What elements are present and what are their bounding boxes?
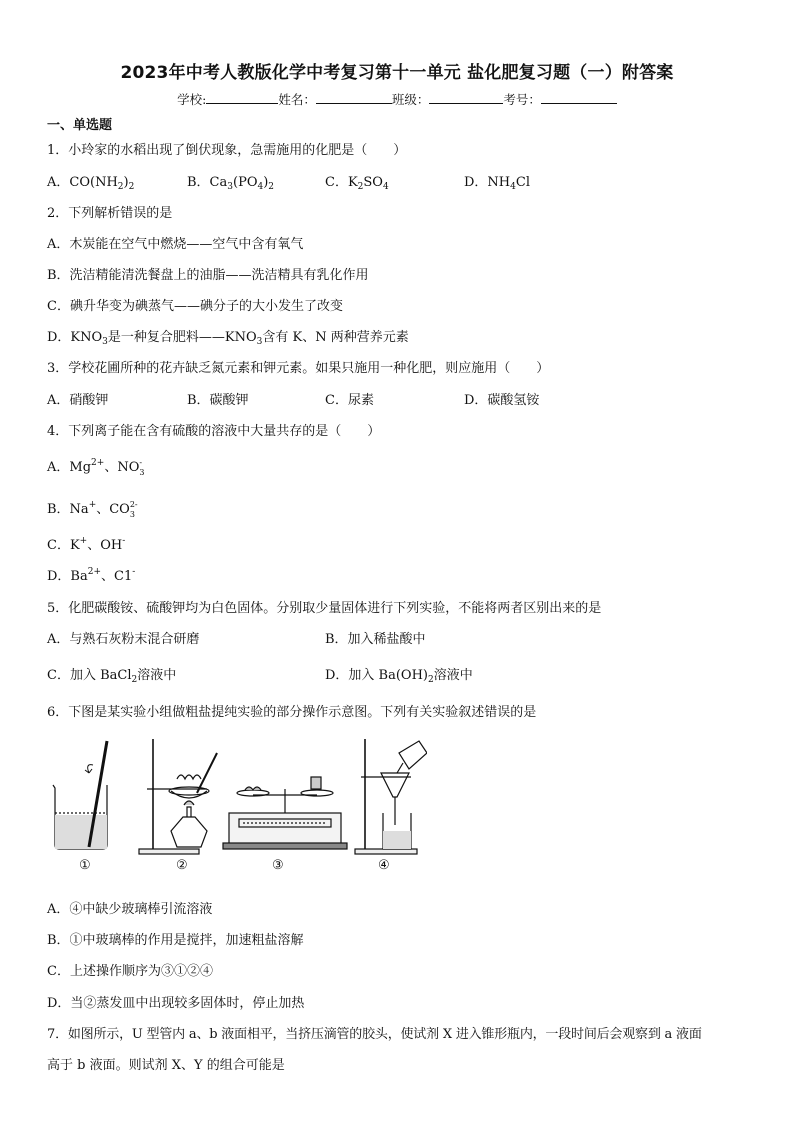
q6-option-c[interactable]: C．上述操作顺序为③①②④ [47, 964, 213, 979]
q4-option-d[interactable]: D．$Ba^{2+}$、C1- [47, 567, 136, 584]
q4-option-a[interactable]: A．$Mg^{2+}$、NO - 3 [47, 457, 145, 477]
q5-option-d[interactable]: D．加入 $Ba(OH)_2$溶液中 [325, 668, 473, 685]
q7-stem-line1: 7．如图所示，U 型管内 a、b 液面相平，当挤压滴管的胶头，使试剂 X 进入锥形瓶内，一段时间后会观察到 a 液面 [47, 1027, 702, 1042]
filtration-diagram [355, 739, 427, 854]
q1-stem: 1．小玲家的水稻出现了倒伏现象，急需施用的化肥是（ ） [47, 143, 407, 158]
q6-option-a[interactable]: A．④中缺少玻璃棒引流溶液 [47, 902, 213, 917]
q1-option-a[interactable]: A．$CO(NH_2)_2$ [47, 175, 135, 192]
q1-option-c[interactable]: C．$K_2SO_4$ [325, 175, 389, 192]
class-blank[interactable] [429, 90, 503, 104]
exam-no-label: 考号： [503, 92, 541, 107]
q2-stem: 2．下列解析错误的是 [47, 206, 173, 221]
page-title: 2023年中考人教版化学中考复习第十一单元 盐化肥复习题（一）附答案 [120, 63, 674, 83]
q3-stem: 3．学校花圃所种的花卉缺乏氮元素和钾元素。如果只施用一种化肥，则应施用（ ） [47, 361, 550, 376]
student-info-line [0, 90, 794, 108]
school-blank[interactable] [206, 90, 278, 104]
q7-stem-line2: 高于 b 液面。则试剂 X、Y 的组合可能是 [47, 1058, 285, 1073]
q3-option-b[interactable]: B．碳酸钾 [187, 393, 249, 408]
q2-option-c[interactable]: C．碘升华变为碘蒸气——碘分子的大小发生了改变 [47, 299, 343, 314]
q3-option-d[interactable]: D．碳酸氢铵 [464, 393, 540, 408]
name-label: 姓名： [278, 92, 316, 107]
q3-option-a[interactable]: A．硝酸钾 [47, 393, 109, 408]
q2-option-d[interactable]: D．$KNO_3$是一种复合肥料$——KNO_3$含有 K、N 两种营养元素 [47, 330, 409, 347]
figure-label-1: ① [79, 858, 91, 873]
figure-label-3: ③ [272, 858, 284, 873]
q4-option-b[interactable]: B．Na+、CO 2- 3 [47, 499, 138, 519]
exam-no-blank[interactable] [541, 90, 617, 104]
beaker-stirring-diagram [53, 741, 107, 849]
experiment-figure [47, 735, 427, 875]
q5-option-b[interactable]: B．加入稀盐酸中 [325, 632, 426, 647]
name-blank[interactable] [316, 90, 392, 104]
section-title: 一、单选题 [47, 118, 113, 133]
class-label: 班级： [391, 92, 430, 107]
school-label: 学校: [177, 92, 207, 107]
q2-option-a[interactable]: A．木炭能在空气中燃烧——空气中含有氧气 [47, 237, 304, 252]
q4-stem: 4．下列离子能在含有硫酸的溶液中大量共存的是（ ） [47, 424, 381, 439]
q2-option-b[interactable]: B．洗洁精能清洗餐盘上的油脂——洗洁精具有乳化作用 [47, 268, 369, 283]
figure-label-2: ② [176, 858, 188, 873]
q3-option-c[interactable]: C．尿素 [325, 393, 374, 408]
q5-option-a[interactable]: A．与熟石灰粉末混合研磨 [47, 632, 200, 647]
q1-option-d[interactable]: D．$NH_4Cl$ [464, 175, 530, 192]
figure-label-4: ④ [378, 858, 390, 873]
q6-stem: 6．下图是某实验小组做粗盐提纯实验的部分操作示意图。下列有关实验叙述错误的是 [47, 705, 537, 720]
q1-option-b[interactable]: B．$Ca_3(PO_4)_2$ [187, 175, 275, 192]
q6-option-d[interactable]: D．当②蒸发皿中出现较多固体时，停止加热 [47, 996, 305, 1011]
balance-diagram [223, 777, 347, 849]
q5-option-c[interactable]: C．加入 BaCl$_2$溶液中 [47, 668, 177, 685]
q4-option-c[interactable]: C．K+、OH- [47, 536, 126, 553]
evaporation-diagram [139, 739, 217, 854]
q5-stem: 5．化肥碳酸铵、硫酸钾均为白色固体。分别取少量固体进行下列实验，不能将两者区别出来的是 [47, 601, 602, 616]
q6-option-b[interactable]: B．①中玻璃棒的作用是搅拌，加速粗盐溶解 [47, 933, 304, 948]
